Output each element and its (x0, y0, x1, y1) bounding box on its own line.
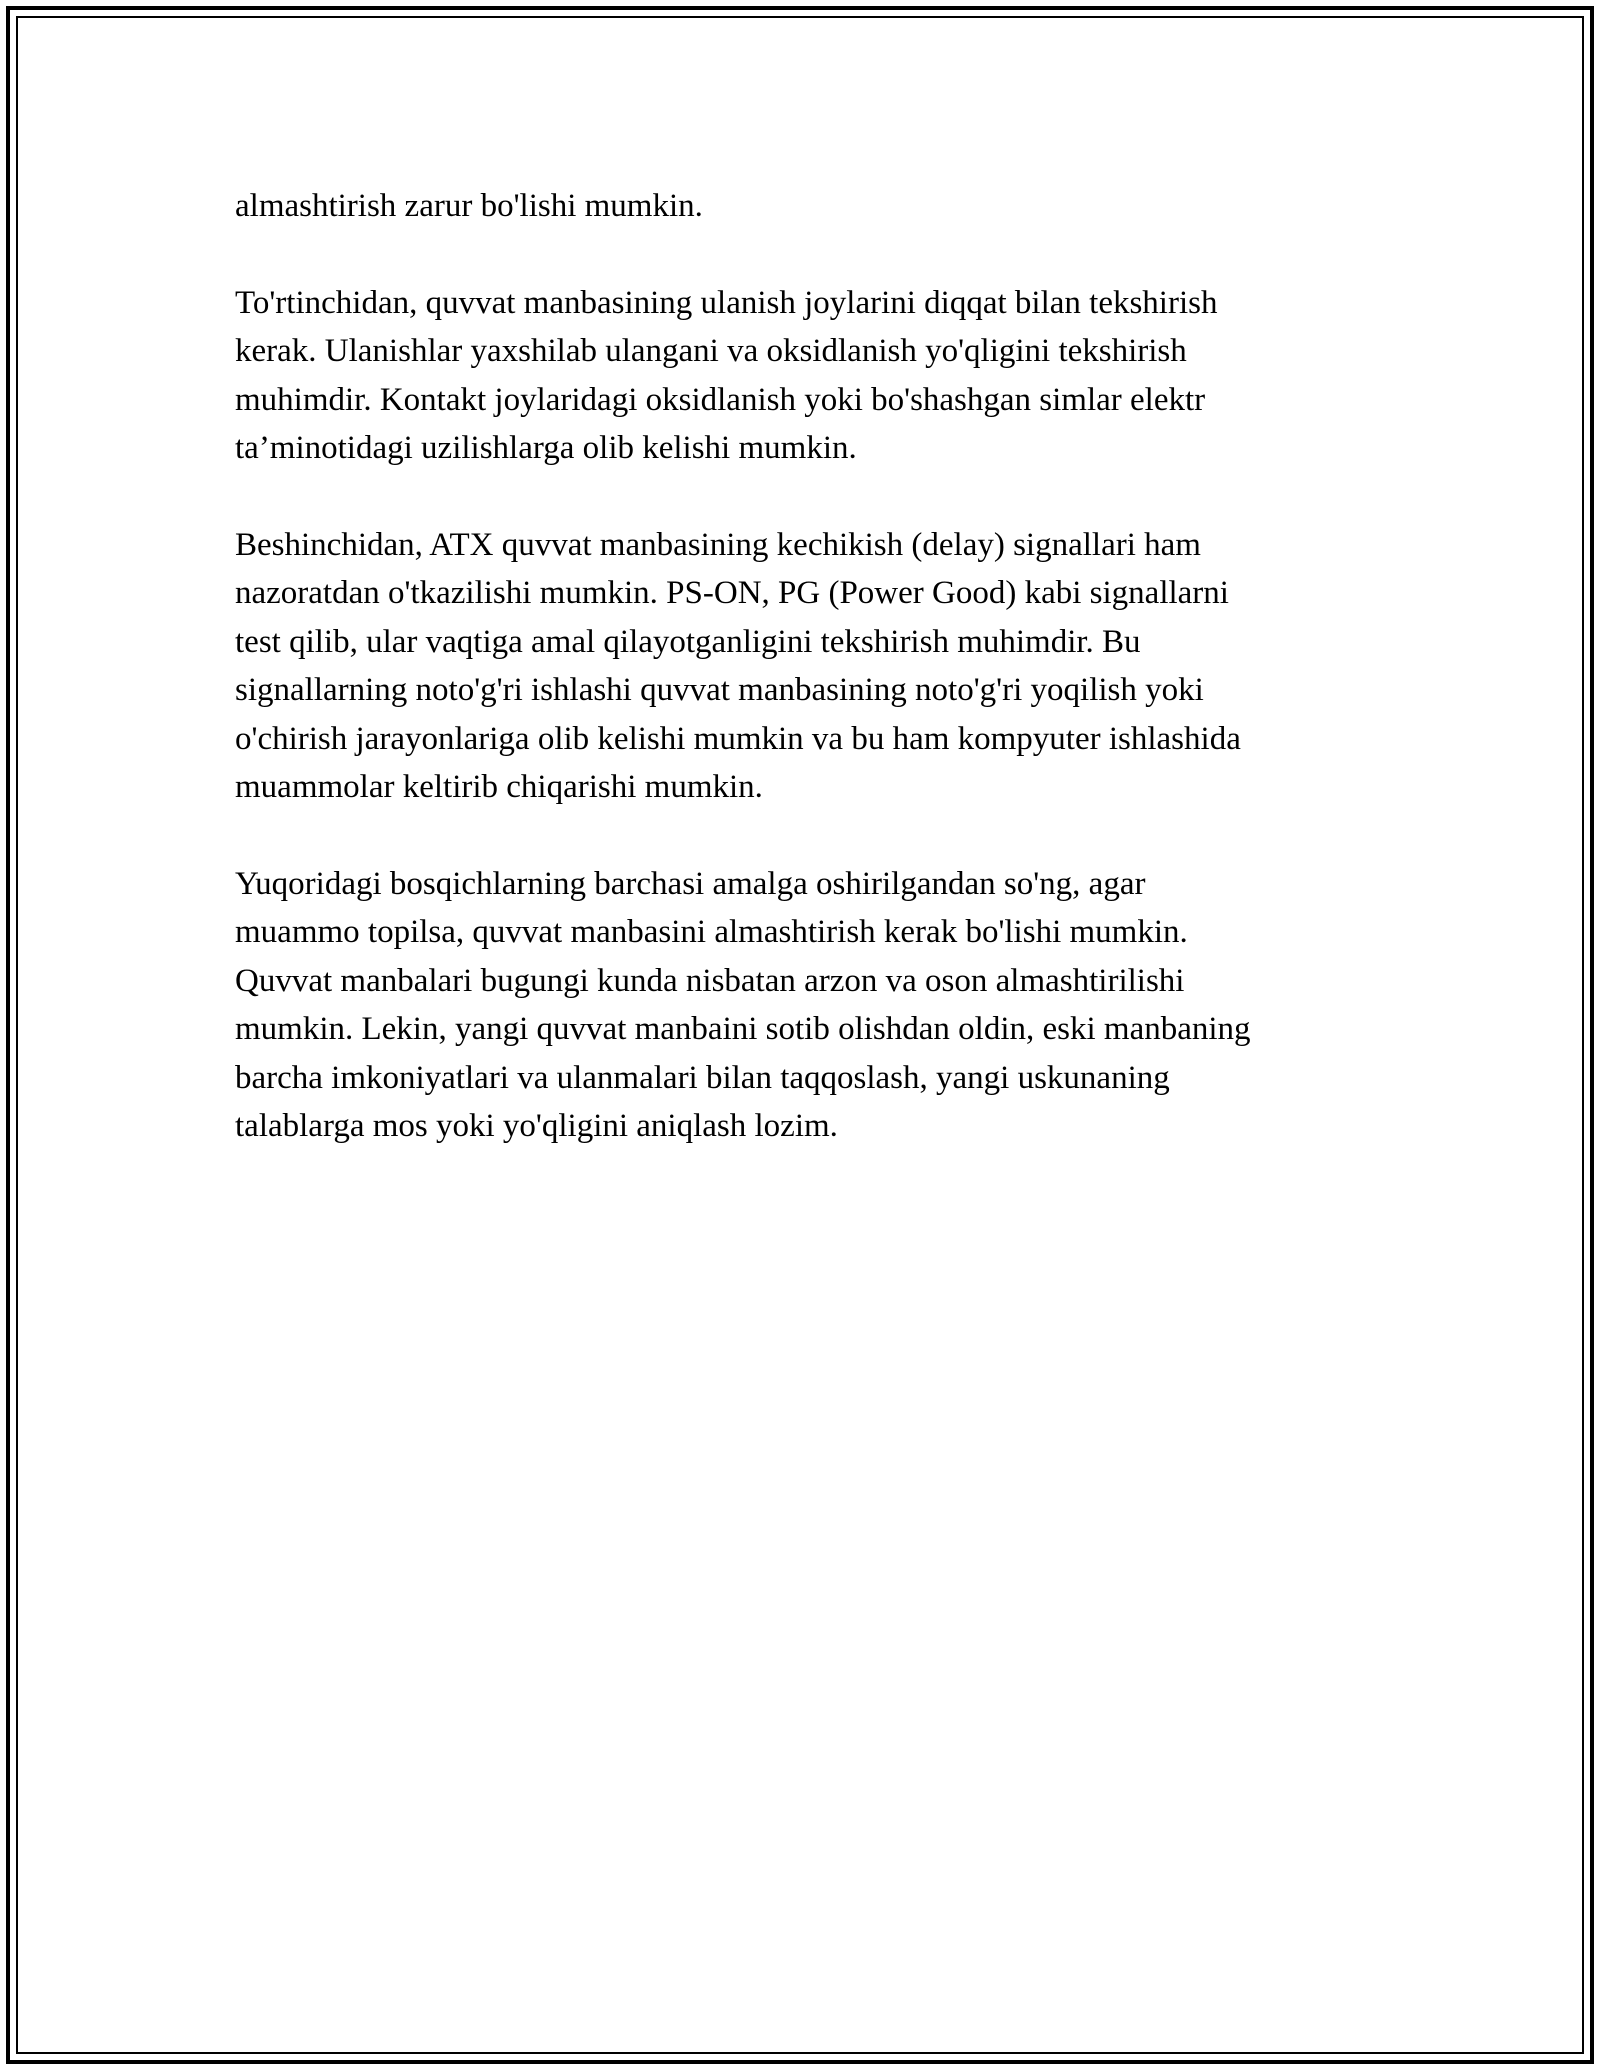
text-line: almashtirish zarur bo'lishi mumkin. (235, 188, 703, 224)
text-line: barcha imkoniyatlari va ulanmalari bilan taqqoslash, yangi uskunaning (235, 1059, 1170, 1096)
text-line: o'chirish jarayonlariga olib kelishi mumkin va bu ham kompyuter ishlashida (235, 720, 1241, 757)
text-line: test qilib, ular vaqtiga amal qilayotganligini tekshirish muhimdir. Bu (235, 623, 1141, 660)
text-line: To'rtinchidan, quvvat manbasining ulanish joylarini diqqat bilan tekshirish (235, 284, 1218, 321)
text-line: ta’minotidagi uzilishlarga olib kelishi mumkin. (235, 430, 857, 466)
paragraph-4 (235, 860, 1375, 1151)
paragraph-3 (235, 521, 1375, 812)
paragraph-1 (235, 182, 1375, 231)
text-line: muammo topilsa, quvvat manbasini almashtirish kerak bo'lishi mumkin. (235, 914, 1188, 950)
paragraph-2 (235, 279, 1375, 473)
text-line: muhimdir. Kontakt joylaridagi oksidlanish yoki bo'shashgan simlar elektr (235, 381, 1206, 418)
text-line: Yuqoridagi bosqichlarning barchasi amalga oshirilgandan so'ng, agar (235, 865, 1146, 902)
text-line: kerak. Ulanishlar yaxshilab ulangani va oksidlanish yo'qligini tekshirish (235, 333, 1187, 369)
text-line: signallarning noto'g'ri ishlashi quvvat manbasining noto'g'ri yoqilish yoki (235, 672, 1204, 708)
page-content (235, 182, 1375, 1199)
text-line: nazoratdan o'tkazilishi mumkin. PS-ON, PG (Power Good) kabi signallarni (235, 575, 1229, 611)
text-line: talablarga mos yoki yo'qligini aniqlash lozim. (235, 1108, 838, 1144)
text-line: mumkin. Lekin, yangi quvvat manbaini sotib olishdan oldin, eski manbaning (235, 1011, 1251, 1047)
text-line: Quvvat manbalari bugungi kunda nisbatan arzon va oson almashtirilishi (235, 962, 1185, 999)
text-line: muammolar keltirib chiqarishi mumkin. (235, 769, 763, 805)
text-line: Beshinchidan, ATX quvvat manbasining kechikish (delay) signallari ham (235, 526, 1201, 563)
